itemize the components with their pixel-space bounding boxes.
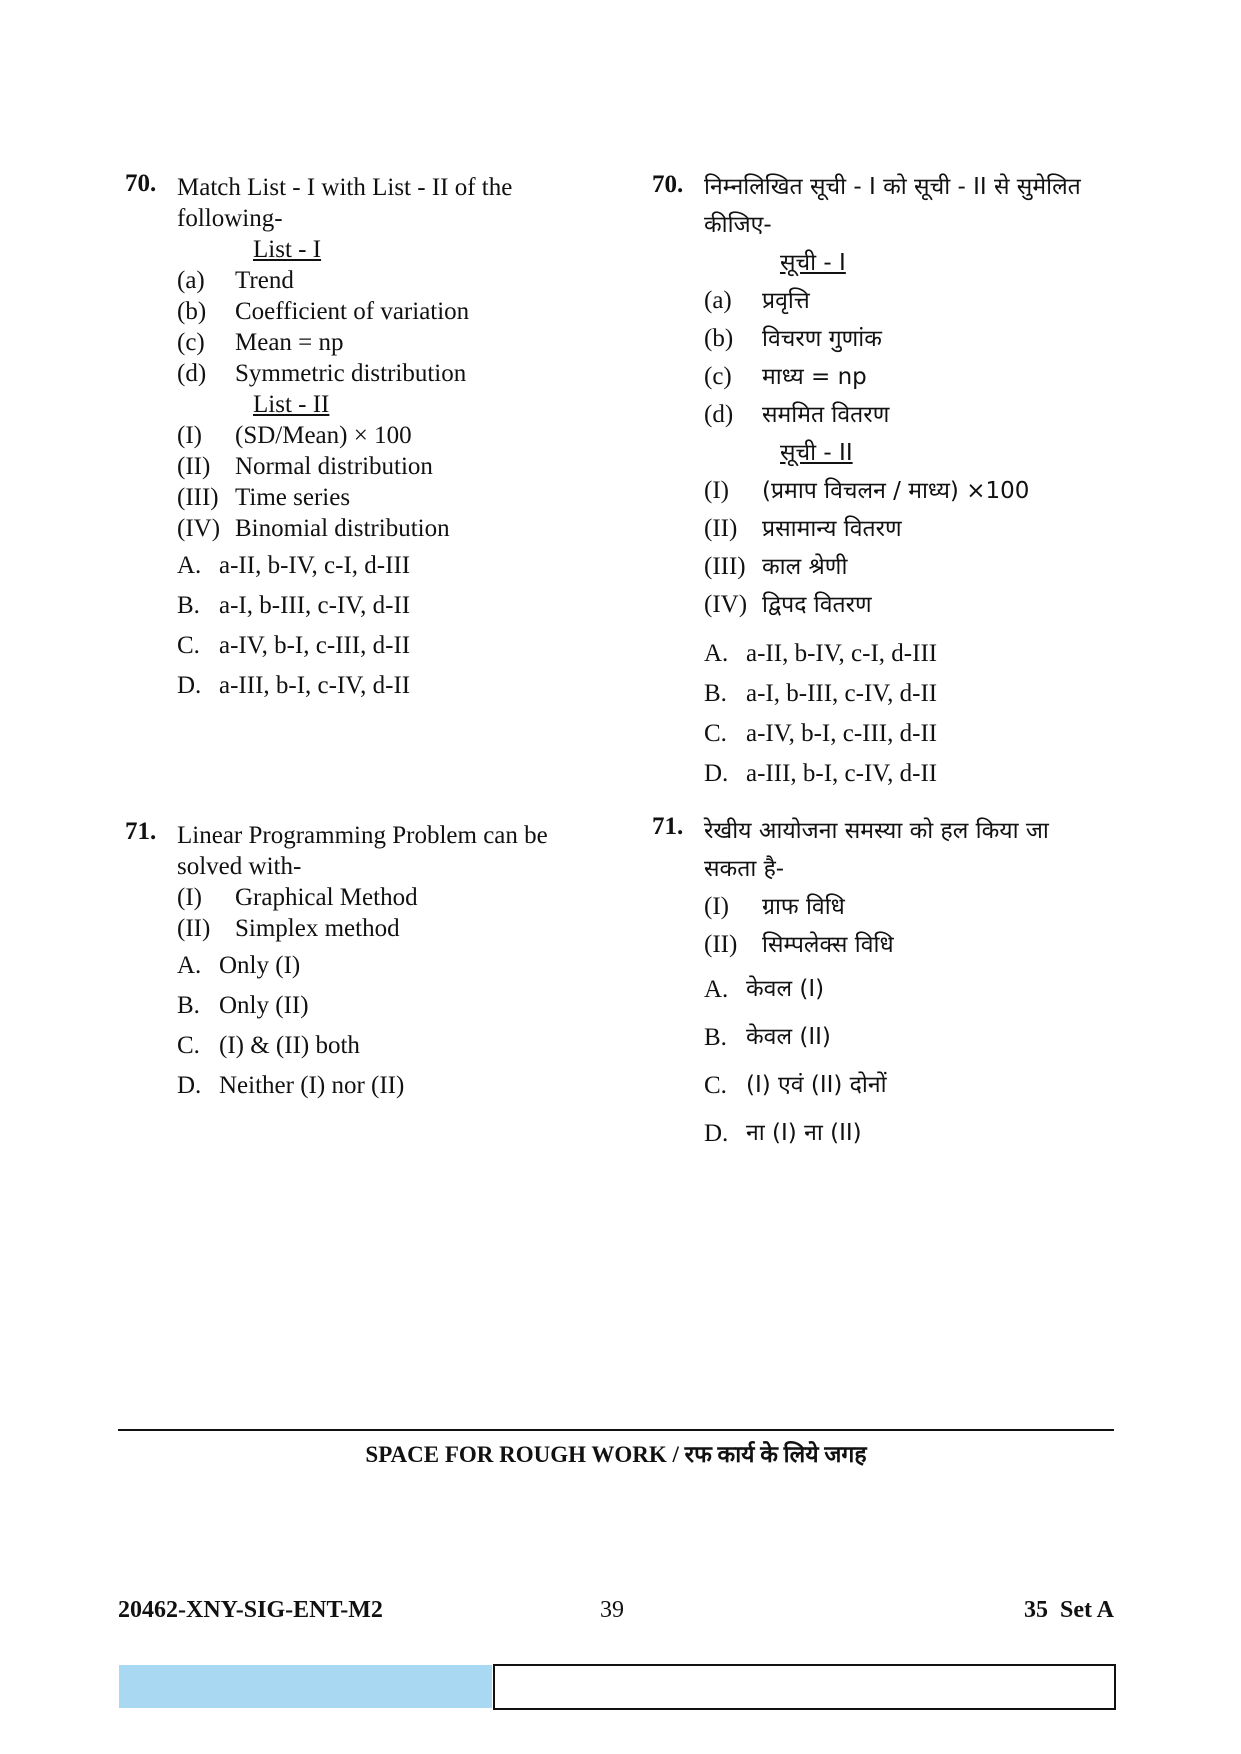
answer-option-d[interactable]: D. a-III, b-I, c-IV, d-II	[177, 672, 411, 699]
list-item: (II) सिम्पलेक्स विधि	[704, 931, 894, 958]
question-71-hindi	[652, 812, 1122, 1162]
list-item: (a) प्रवृत्ति	[704, 287, 810, 314]
question-number: 70.	[652, 171, 684, 198]
footer-box	[493, 1664, 1116, 1710]
list-item: (a) Trend	[177, 267, 294, 294]
question-number: 71.	[652, 813, 684, 840]
answer-option-b[interactable]: B. a-I, b-III, c-IV, d-II	[177, 592, 411, 619]
list-2-heading: सूची - II	[780, 440, 853, 466]
answer-option-c[interactable]: C. (I) एवं (II) दोनों	[704, 1072, 887, 1099]
list-item: (b) Coefficient of variation	[177, 298, 470, 325]
answer-option-a[interactable]: A. a-II, b-IV, c-I, d-III	[704, 640, 938, 667]
answer-option-c[interactable]: C. a-IV, b-I, c-III, d-II	[177, 632, 411, 659]
list-1-heading: List - I	[253, 236, 322, 263]
answer-option-a[interactable]: A. a-II, b-IV, c-I, d-III	[177, 552, 411, 579]
list-2-heading: List - II	[253, 391, 330, 418]
answer-option-d[interactable]: D. a-III, b-I, c-IV, d-II	[704, 760, 938, 787]
footer-color-bar	[119, 1665, 492, 1708]
question-stem: Match List - I with List - II of the following-	[177, 174, 513, 232]
answer-option-d[interactable]: D. ना (I) ना (II)	[704, 1120, 862, 1147]
list-1-heading: सूची - I	[780, 250, 846, 276]
page-number: 39	[600, 1597, 624, 1623]
list-item: (c) माध्य = np	[704, 363, 867, 390]
set-number: 35	[1024, 1597, 1048, 1623]
answer-options	[704, 970, 1122, 1153]
list-item: (c) Mean = np	[177, 329, 344, 356]
question-number: 70.	[125, 170, 157, 197]
list-item: (II) प्रसामान्य वितरण	[704, 515, 902, 542]
question-stem: Linear Programming Problem can be solved with-	[177, 822, 548, 880]
rough-work-heading: SPACE FOR ROUGH WORK / रफ कार्य के लिये जगह	[365, 1442, 867, 1467]
list-item: (IV) द्विपद वितरण	[704, 591, 872, 618]
answer-option-a[interactable]: A. Only (I)	[177, 952, 301, 979]
set-label: Set A	[1060, 1597, 1114, 1623]
answer-options	[177, 550, 605, 701]
answer-options	[177, 950, 605, 1101]
question-70-english	[125, 172, 605, 710]
answer-options	[704, 634, 1122, 793]
paper-code: 20462-XNY-SIG-ENT-M2	[118, 1597, 383, 1623]
question-stem: निम्नलिखित सूची - I को सूची - II से सुमेलित कीजिए-	[704, 174, 1081, 238]
set-info	[1024, 1597, 1114, 1624]
list-item: (b) विचरण गुणांक	[704, 325, 882, 352]
question-70-hindi	[652, 168, 1122, 794]
answer-option-b[interactable]: B. Only (II)	[177, 992, 309, 1019]
list-item: (III) Time series	[177, 484, 351, 511]
question-number: 71.	[125, 818, 157, 845]
answer-option-b[interactable]: B. केवल (II)	[704, 1024, 831, 1051]
answer-option-d[interactable]: D. Neither (I) nor (II)	[177, 1072, 405, 1099]
list-item: (I) Graphical Method	[177, 884, 418, 911]
list-item: (IV) Binomial distribution	[177, 515, 450, 542]
list-item: (III) काल श्रेणी	[704, 553, 848, 580]
question-stem: रेखीय आयोजना समस्या को हल किया जा सकता है-	[704, 818, 1049, 882]
answer-option-c[interactable]: C. (I) & (II) both	[177, 1032, 360, 1059]
answer-option-b[interactable]: B. a-I, b-III, c-IV, d-II	[704, 680, 938, 707]
list-item: (I) ग्राफ विधि	[704, 893, 845, 920]
list-item: (d) Symmetric distribution	[177, 360, 467, 387]
list-item: (I) (SD/Mean) × 100	[177, 422, 412, 449]
rough-work-divider	[118, 1429, 1114, 1431]
list-item: (II) Normal distribution	[177, 453, 433, 480]
list-item: (d) सममित वितरण	[704, 401, 890, 428]
list-item: (I) (प्रमाप विचलन / माध्य) ×100	[704, 477, 1030, 504]
answer-option-a[interactable]: A. केवल (I)	[704, 976, 825, 1003]
answer-option-c[interactable]: C. a-IV, b-I, c-III, d-II	[704, 720, 938, 747]
question-71-english	[125, 820, 605, 1110]
list-item: (II) Simplex method	[177, 915, 400, 942]
